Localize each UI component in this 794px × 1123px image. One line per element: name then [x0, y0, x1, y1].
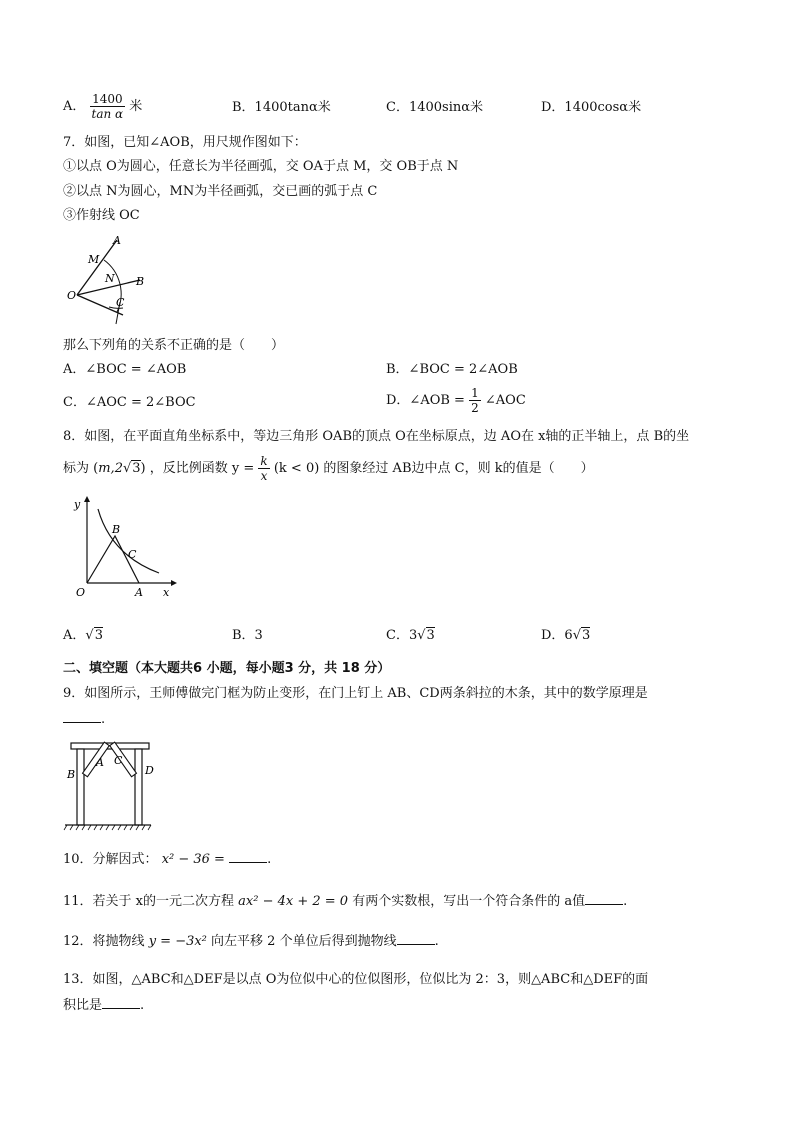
q8-label-x: x — [163, 586, 170, 599]
q10 — [63, 850, 271, 868]
q7-label-o: O — [67, 289, 77, 302]
q8-coordinate-root: 3 — [132, 461, 141, 476]
q9-door-frame-figure — [63, 735, 155, 831]
q13-answer-blank[interactable] — [102, 996, 140, 1009]
q8-option-a-prefix: A． — [63, 628, 86, 643]
q13-line-1: 13．如图，△ABC和△DEF是以点 O为位似中心的位似图形，位似比为 2：3，则△ABC和△DEF的面 — [63, 972, 649, 987]
section-2-title: 二、填空题（本大题共6 小题，每小题3 分，共 18 分） — [63, 661, 391, 676]
q8-label-a: A — [135, 586, 143, 599]
q9-label-a: A — [96, 756, 104, 769]
q11-prefix: 11．若关于 x的一元二次方程 — [63, 894, 235, 909]
q9-label-b: B — [67, 768, 76, 781]
q7-option-c: C．∠AOC = 2∠BOC — [63, 395, 196, 410]
q6-option-b: B．1400tanα米 — [232, 100, 331, 115]
q7-option-d-suffix: ∠AOC — [484, 393, 526, 408]
q13-line-2 — [63, 996, 144, 1014]
q8-line2-prefix: 标为 — [63, 461, 90, 476]
q9-line-2 — [63, 710, 105, 728]
q8-line-1: 8．如图，在平面直角坐标系中，等边三角形 OAB的顶点 O在坐标原点，边 AO在 x轴的正半轴上，点 B的坐 — [63, 429, 690, 444]
q7-question: 那么下列角的关系不正确的是（ ） — [63, 338, 285, 353]
q8-coordinate-m: m,2 — [98, 461, 123, 476]
q8-option-c-root: 3 — [426, 628, 435, 643]
q8-option-a-root: 3 — [94, 628, 103, 643]
q8-option-c: C．3√3 — [386, 628, 435, 643]
q12-prefix: 12．将抛物线 — [63, 934, 145, 949]
q7-label-c: C — [116, 296, 125, 309]
q7-label-n: N — [105, 272, 115, 285]
q8-point-b-coordinate: (m,2√3) — [93, 461, 146, 476]
q7-option-d — [386, 386, 526, 415]
q11-end: . — [623, 894, 628, 909]
q7-angle-figure — [60, 232, 160, 328]
q9-line-1: 9．如图所示，王师傅做完门框为防止变形，在门上钉上 AB、CD两条斜拉的木条，其中的数学原理是 — [63, 686, 648, 701]
q9-label-c: C — [114, 754, 123, 767]
q6-option-a — [63, 92, 142, 121]
q9-answer-blank[interactable] — [63, 710, 101, 723]
q6-option-a-denominator: tan α — [91, 107, 124, 121]
q6-option-a-label: A． — [63, 99, 86, 114]
q8-option-b: B．3 — [232, 628, 263, 643]
q11-answer-blank[interactable] — [585, 892, 623, 905]
q7-label-m: M — [88, 253, 100, 266]
q8-coordinate-figure — [63, 495, 178, 603]
q7-step-3: ③作射线 OC — [63, 208, 140, 223]
q12-suffix: 向左平移 2 个单位后得到抛物线 — [211, 934, 397, 949]
q6-option-a-numerator: 1400 — [90, 92, 126, 107]
q10-answer-blank[interactable] — [229, 850, 267, 863]
q11 — [63, 892, 627, 910]
q8-option-c-prefix: C．3 — [386, 628, 418, 643]
q13-line2-prefix: 积比是 — [63, 998, 103, 1013]
q7-step-2: ②以点 N为圆心，MN为半径画弧，交已画的弧于点 C — [63, 184, 378, 199]
q8-option-a: A．√3 — [63, 628, 103, 643]
q8-function-denominator: x — [260, 469, 268, 483]
q9-label-d: D — [145, 764, 154, 777]
q7-option-d-fraction — [469, 386, 481, 415]
q6-option-a-unit: 米 — [129, 99, 143, 114]
q9-line2-end: . — [101, 712, 106, 727]
q7-step-1: ①以点 O为圆心，任意长为半径画弧，交 OA于点 M，交 OB于点 N — [63, 159, 459, 174]
q8-label-b: B — [112, 523, 121, 536]
q12-answer-blank[interactable] — [397, 932, 435, 945]
q7-option-b: B．∠BOC = 2∠AOB — [386, 362, 518, 377]
q8-label-o: O — [76, 586, 86, 599]
q8-label-c: C — [128, 548, 137, 561]
q8-option-d-root: 3 — [582, 628, 591, 643]
q13-line2-end: . — [140, 998, 145, 1013]
q6-option-a-fraction — [90, 92, 126, 121]
q8-line2-middle: ，反比例函数 y = — [149, 461, 255, 476]
q7-option-d-prefix: D．∠AOB = — [386, 393, 465, 408]
q10-prefix: 10．分解因式： — [63, 852, 158, 867]
q7-option-d-denominator: 2 — [471, 401, 479, 415]
q8-label-y: y — [74, 498, 81, 511]
q12-expression: y = −3x² — [148, 934, 207, 949]
q7-option-d-numerator: 1 — [471, 386, 479, 400]
q12-end: . — [434, 934, 439, 949]
q6-option-d: D．1400cosα米 — [541, 100, 642, 115]
q7-option-a: A．∠BOC = ∠AOB — [63, 362, 187, 377]
q11-suffix: 有两个实数根，写出一个符合条件的 a值 — [352, 894, 586, 909]
q7-label-a: A — [113, 234, 121, 247]
q8-option-d-prefix: D．6 — [541, 628, 573, 643]
q10-end: . — [267, 852, 272, 867]
q7-label-b: B — [136, 275, 145, 288]
q10-expression: x² − 36 = — [161, 852, 225, 867]
q12 — [63, 932, 439, 950]
q8-option-d: D．6√3 — [541, 628, 591, 643]
q6-option-c: C．1400sinα米 — [386, 100, 484, 115]
q8-line2-suffix: (k < 0) 的图象经过 AB边中点 C，则 k的值是（ ） — [273, 461, 594, 476]
q8-function-numerator: k — [260, 454, 268, 468]
q7-stem: 7．如图，已知∠AOB，用尺规作图如下： — [63, 135, 307, 150]
q8-line-2 — [63, 454, 594, 483]
q8-function-fraction — [258, 454, 269, 483]
q11-expression: ax² − 4x + 2 = 0 — [238, 894, 349, 909]
